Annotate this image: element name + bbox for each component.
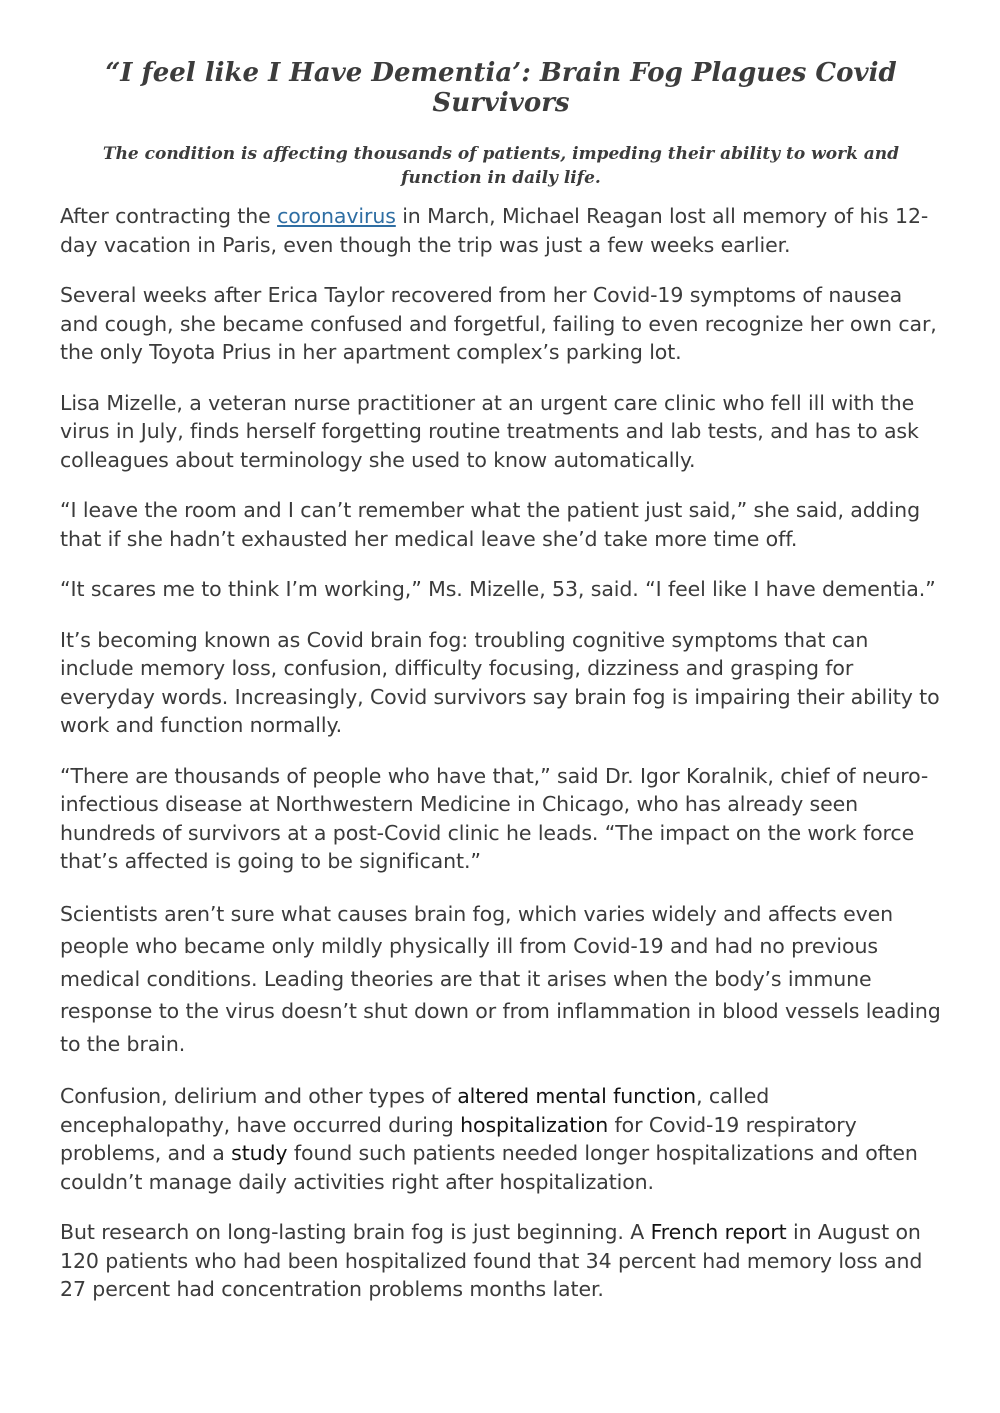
- paragraph-2: Several weeks after Erica Taylor recovered from her Covid-19 symptoms of nausea and cough, she became confused and forgetful, failing to even recognize her own car, the only Toyota Prius in her apartment complex’s parking lot.: [60, 283, 937, 364]
- altered-mental-function-link[interactable]: altered mental function: [457, 1084, 697, 1108]
- paragraph-1-text-after: in March, Michael Reagan lost all memory of his 12-day vacation in Paris, even though the trip was just a few weeks earlier.: [60, 204, 929, 257]
- paragraph-9-text-2: , called encephalopathy, have occurred during: [60, 1084, 770, 1137]
- paragraph-1-text-before: After contracting the: [60, 204, 278, 228]
- study-link[interactable]: study: [231, 1141, 288, 1165]
- paragraph-9-text-3: for Covid-19 respiratory problems, and a: [60, 1112, 857, 1165]
- paragraph-6: It’s becoming known as Covid brain fog: troubling cognitive symptoms that can include memory loss, confusion, difficulty focusing, dizziness and grasping for everyday words. Increasingly, Covid survivors say brain fog is impairing their ability to work and function normally.: [60, 627, 940, 737]
- paragraph-10-text-2: in August on 120 patients who had been hospitalized found that 34 percent had memory loss and 27 percent had concentration problems months later.: [60, 1220, 923, 1301]
- coronavirus-link[interactable]: coronavirus: [277, 204, 396, 228]
- paragraph-9-text-4: found such patients needed longer hospitalizations and often couldn’t manage daily activities right after hospitalization.: [60, 1141, 918, 1194]
- article-subtitle: The condition is affecting thousands of patients, impeding their ability to work and function in daily life.: [102, 144, 900, 188]
- paragraph-9-text-1: Confusion, delirium and other types of: [60, 1084, 458, 1108]
- paragraph-1: [60, 202, 942, 259]
- hospitalization-link[interactable]: hospitalization: [460, 1112, 609, 1137]
- paragraph-3: Lisa Mizelle, a veteran nurse practitioner at an urgent care clinic who fell ill with the virus in July, finds herself forgetting routine treatments and lab tests, and has to ask colleagues about terminology she used to know automatically.: [60, 390, 919, 472]
- french-report-link[interactable]: French report: [650, 1220, 787, 1244]
- paragraph-5: “It scares me to think I’m working,” Ms. Mizelle, 53, said. “I feel like I have dementia.”: [60, 577, 936, 601]
- article-title: “I feel like I Have Dementia’: Brain Fog Plagues Covid Survivors: [105, 58, 897, 118]
- paragraph-10: [60, 1218, 942, 1304]
- paragraph-9: [60, 1082, 942, 1196]
- paragraph-8: Scientists aren’t sure what causes brain fog, which varies widely and affects even people who became only mildly physically ill from Covid-19 and had no previous medical conditions. Leading theories are that it arises when the body’s immune response to the virus doesn’t shut down or from inflammation in blood vessels leading to the brain.: [60, 901, 941, 1056]
- paragraph-7: “There are thousands of people who have that,” said Dr. Igor Koralnik, chief of neuro-infectious disease at Northwestern Medicine in Chicago, who has already seen hundreds of survivors at a post-Covid clinic he leads. “The impact on the work force that’s affected is going to be significant.”: [60, 763, 929, 873]
- paragraph-10-text-1: But research on long-lasting brain fog is just beginning. A: [60, 1220, 651, 1244]
- paragraph-4: “I leave the room and I can’t remember what the patient just said,” she said, adding that if she hadn’t exhausted her medical leave she’d take more time off.: [60, 498, 920, 551]
